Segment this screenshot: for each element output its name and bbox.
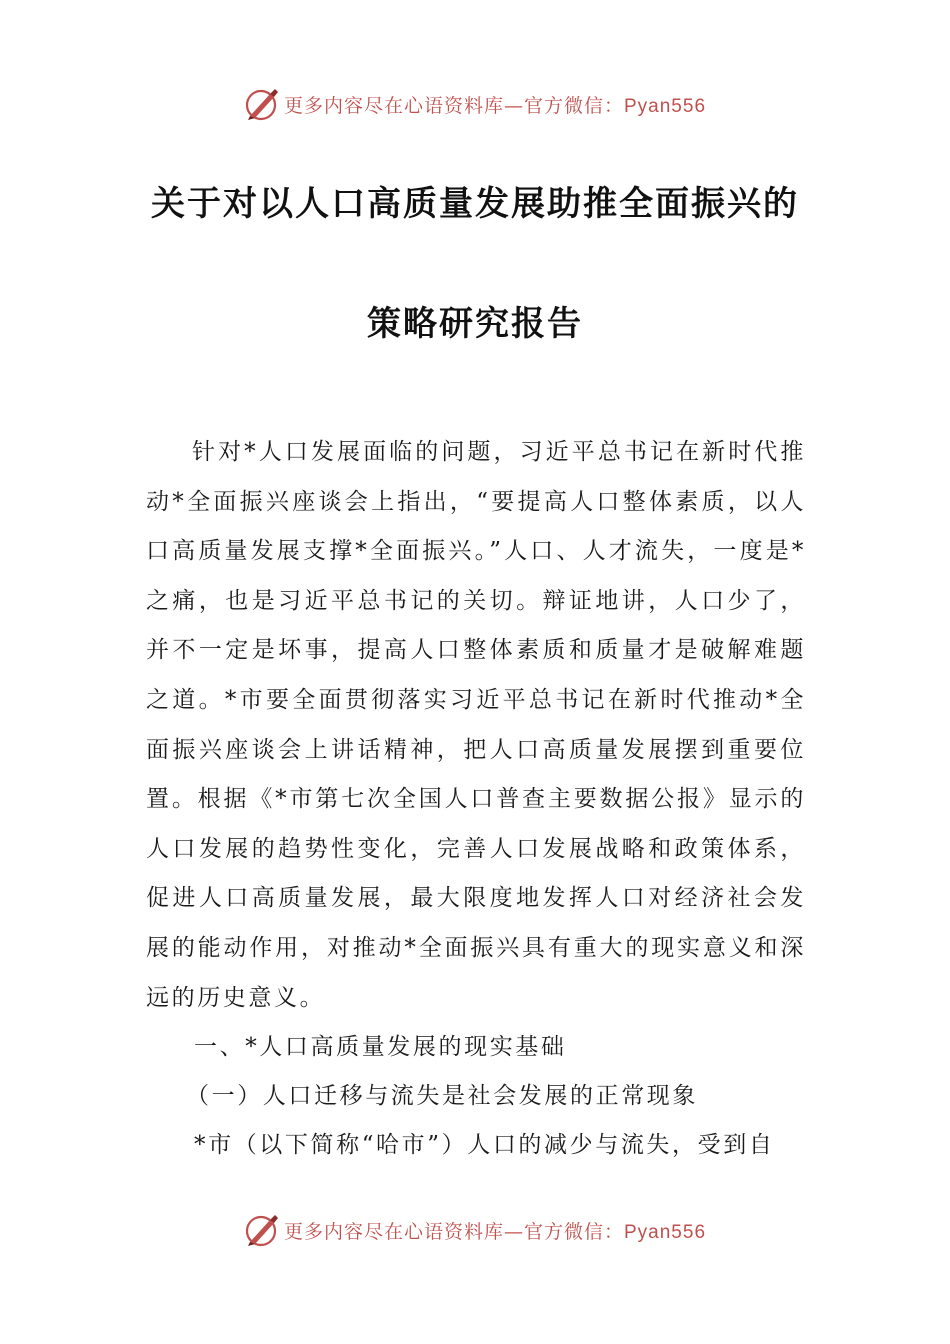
- body-paragraph-2: *市（以下简称“哈市”）人口的减少与流失，受到自: [194, 1132, 775, 1158]
- header-banner: [0, 84, 950, 124]
- document-title-line-2: 策略研究报告: [367, 304, 583, 344]
- section-heading-1: 一、*人口高质量发展的现实基础: [194, 1034, 567, 1060]
- banner-brand: Pyan556: [624, 95, 707, 117]
- banner-text: 更多内容尽在心语资料库—官方微信：Pyan556: [283, 1220, 707, 1243]
- body-paragraph-1: 针对*人口发展面临的问题，习近平总书记在新时代推动*全面振兴座谈会上指出，“要提高人口整体素质，以人口高质量发展支撑*全面振兴。”人口、人才流失，一度是*之痛，也是习近平总书记的关切。辩证地讲，人口少了，并不一定是坏事，提高人口整体素质和质量才是破解难题之道。*市要全面贯彻落实习近平总书记在新时代推动*全面振兴座谈会上讲话精神，把人口高质量发展摆到重要位置。根据《*市第七次全国人口普查主要数据公报》显示的人口发展的趋势性变化，完善人口发展战略和政策体系，促进人口高质量发展，最大限度地发挥人口对经济社会发展的能动作用，对推动*全面振兴具有重大的现实意义和深远的历史意义。: [146, 439, 806, 1011]
- banner-brand: Pyan556: [624, 1221, 707, 1243]
- section-heading-2: （一）人口迁移与流失是社会发展的正常现象: [186, 1083, 698, 1109]
- pen-logo-icon: [244, 86, 280, 122]
- document-title-line-1: 关于对以人口高质量发展助推全面振兴的: [151, 184, 799, 224]
- footer-banner: [0, 1210, 950, 1250]
- pen-logo-icon: [244, 1212, 280, 1248]
- banner-text: 更多内容尽在心语资料库—官方微信：Pyan556: [283, 94, 707, 117]
